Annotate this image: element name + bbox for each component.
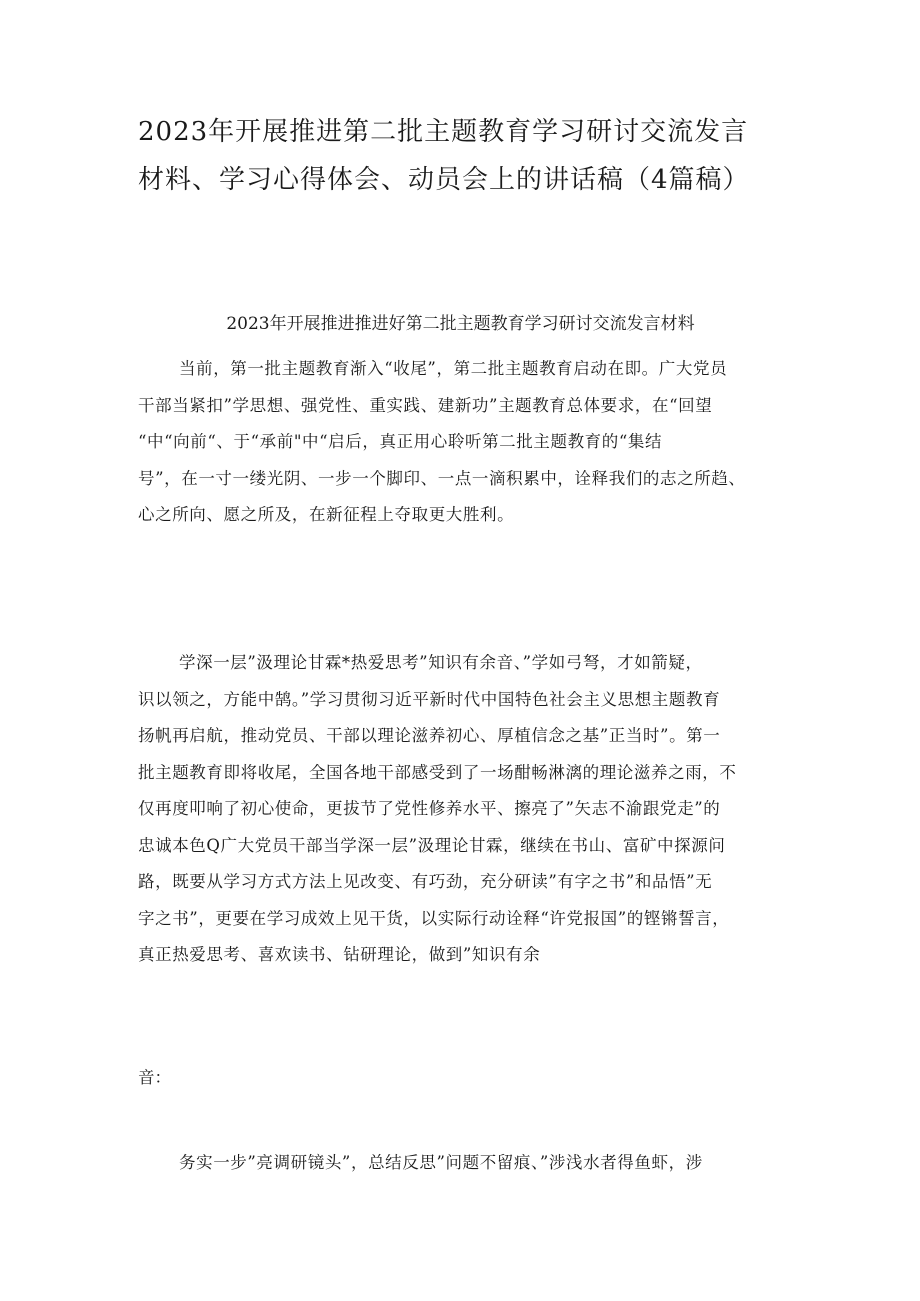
- paragraph-line: 字之书”，更要在学习成效上见干货，以实际行动诠释“许党报国”的铿锵誓言，: [138, 908, 730, 928]
- paragraph-line: 识以领之，方能中鹄。”学习贯彻习近平新时代中国特色社会主义思想主题教育: [138, 689, 721, 709]
- paragraph-1: [138, 351, 788, 534]
- paragraph-line: 号”，在一寸一缕光阴、一步一个脚印、一点一滴积累中，诠释我们的志之所趋、: [138, 468, 746, 488]
- paragraph-line: 心之所向、愿之所及，在新征程上夺取更大胜利。: [138, 505, 515, 524]
- paragraph-line: 路，既要从学习方式方法上见改变、有巧劲，充分研读”有字之书”和品悟”无: [138, 872, 713, 891]
- paragraph-line: 干部当紧扣”学思想、强党性、重实践、建新功”主题教育总体要求，在“回望: [138, 395, 713, 415]
- paragraph-line: 当前，第一批主题教育渐入“收尾”，第二批主题教育启动在即。广大党员: [179, 359, 728, 378]
- paragraph-2-tail: 音：: [138, 1068, 171, 1087]
- paragraph-3: [138, 1145, 788, 1182]
- section-subtitle: 2023年开展推进推进好第二批主题教育学习研讨交流发言材料: [226, 314, 695, 334]
- paragraph-line: 批主题教育即将收尾，全国各地干部感受到了一场酣畅淋漓的理论滋养之雨，不: [138, 762, 737, 782]
- paragraph-line: 忠诚本色Q广大党员干部当学深一层”汲理论甘霖，继续在书山、富矿中探源问: [138, 835, 726, 855]
- title-line: 材料、学习心得体会、动员会上的讲话稿（4篇稿）: [138, 165, 750, 195]
- paragraph-line: 务实一步”亮调研镜头”，总结反思”问题不留痕、”涉浅水者得鱼虾，涉: [179, 1153, 703, 1172]
- paragraph-line: 仅再度叩响了初心使命，更拔节了党性修养水平、擦亮了”矢志不渝跟党走”的: [138, 799, 721, 818]
- paragraph-line: 学深一层”汲理论甘霖*热爱思考”知识有余音、”学如弓弩，才如箭疑，: [179, 653, 703, 672]
- document-title: [138, 108, 798, 204]
- paragraph-line: 真正热爱思考、喜欢读书、钻研理论，做到”知识有余: [138, 945, 541, 964]
- title-line: 2023年开展推进第二批主题教育学习研讨交流发言: [138, 117, 749, 147]
- paragraph-2: [138, 645, 788, 974]
- paragraph-line: 扬帆再启航，推动党员、干部以理论滋养初心、厚植信念之基”正当时”。第一: [138, 726, 721, 745]
- paragraph-line: “中“向前“、于“承前"中“启后，真正用心聆听第二批主题教育的“集结: [138, 432, 663, 451]
